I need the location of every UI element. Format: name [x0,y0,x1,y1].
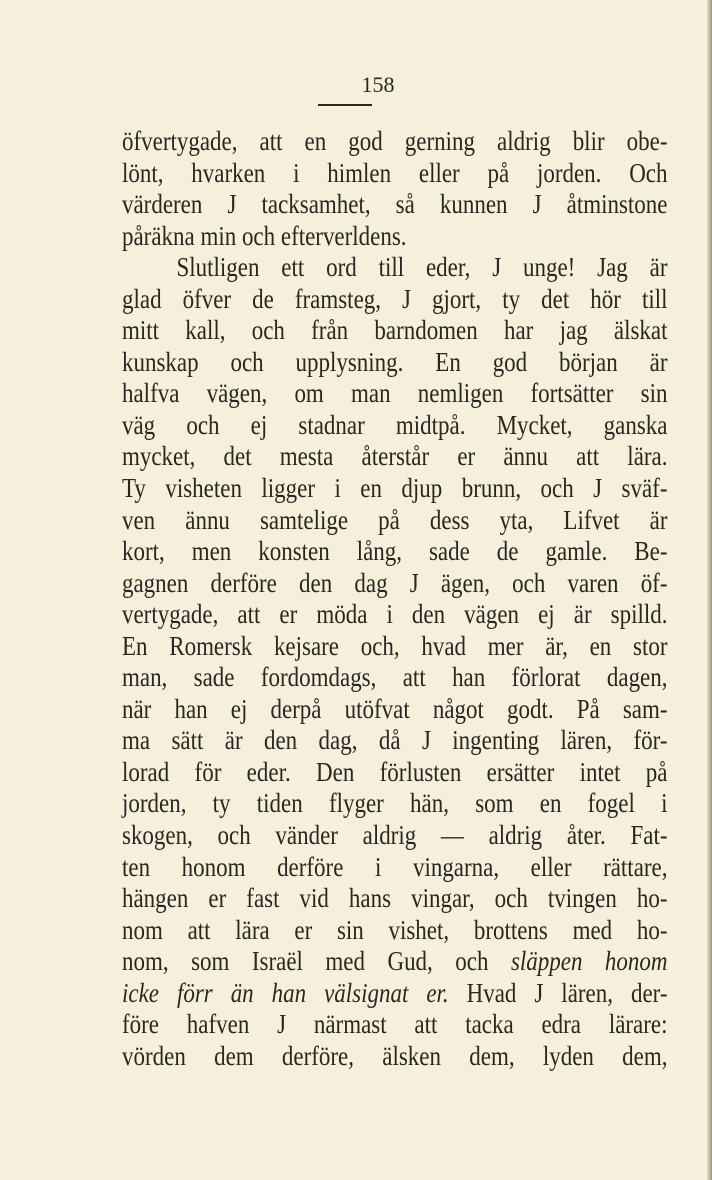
text-line: värderen J tacksamhet, så kunnen J åtminstone [122,189,668,220]
text-italic: icke förr än han välsignat er. [122,977,449,1008]
body-text [122,126,667,1072]
text-line: före hafven J närmast att tacka edra lärare: [122,1009,668,1040]
page-number: 158 [361,72,395,97]
text-line: skogen, och vänder aldrig — aldrig åter. Fat- [122,820,668,851]
text-line: kunskap och upplysning. En god början är [122,346,668,377]
text-line: påräkna min och efterverldens. [122,220,407,251]
text-line: mitt kall, och från barndomen har jag älskat [122,315,668,346]
page-edge [707,0,712,1180]
text-line: glad öfver de framsteg, J gjort, ty det hör till [122,283,668,314]
text-line: jorden, ty tiden flyger hän, som en fogel i [122,788,668,819]
text-roman: nom, som Israël med Gud, och [122,946,511,977]
text-line: vertygade, att er möda i den vägen ej är spilld. [122,599,668,630]
text-line: väg och ej stadnar midtpå. Mycket, ganska [122,409,668,440]
text-line: hängen er fast vid hans vingar, och tvingen ho- [122,883,668,914]
text-line: En Romersk kejsare och, hvad mer är, en stor [122,630,668,661]
text-line: ma sätt är den dag, då J ingenting lären, för- [122,725,668,756]
text-line: Slutligen ett ord till eder, J unge! Jag är [176,252,668,283]
text-line: öfvertygade, att en god gerning aldrig blir obe- [122,126,668,156]
text-line: Ty visheten ligger i en djup brunn, och J sväf- [122,473,668,504]
text-line: lönt, hvarken i himlen eller på jorden. Och [122,157,668,188]
text-roman: Hvad J lären, der- [448,977,668,1008]
text-italic: släppen honom [510,946,668,977]
text-line [122,978,667,1010]
text-line: man, sade fordomdags, att han förlorat dagen, [122,662,668,693]
page-number-rule [318,104,372,106]
text-line: ten honom derföre i vingarna, eller rättare, [122,851,668,882]
text-line: när han ej derpå utöfvat något godt. På sam- [122,693,668,724]
text-line: vörden dem derföre, älsken dem, lyden dem, [122,1040,668,1071]
text-line [122,946,667,978]
text-line: kort, men konsten lång, sade de gamle. Be- [122,536,668,567]
text-line: ven ännu samtelige på dess yta, Lifvet är [122,504,668,535]
text-line: nom att lära er sin vishet, brottens med ho- [122,914,668,945]
text-line: halfva vägen, om man nemligen fortsätter sin [122,378,668,409]
text-line: gagnen derföre den dag J ägen, och varen öf- [122,567,668,598]
text-line: mycket, det mesta återstår er ännu att lära. [122,441,668,472]
text-line: lorad för eder. Den förlusten ersätter intet på [122,756,668,787]
